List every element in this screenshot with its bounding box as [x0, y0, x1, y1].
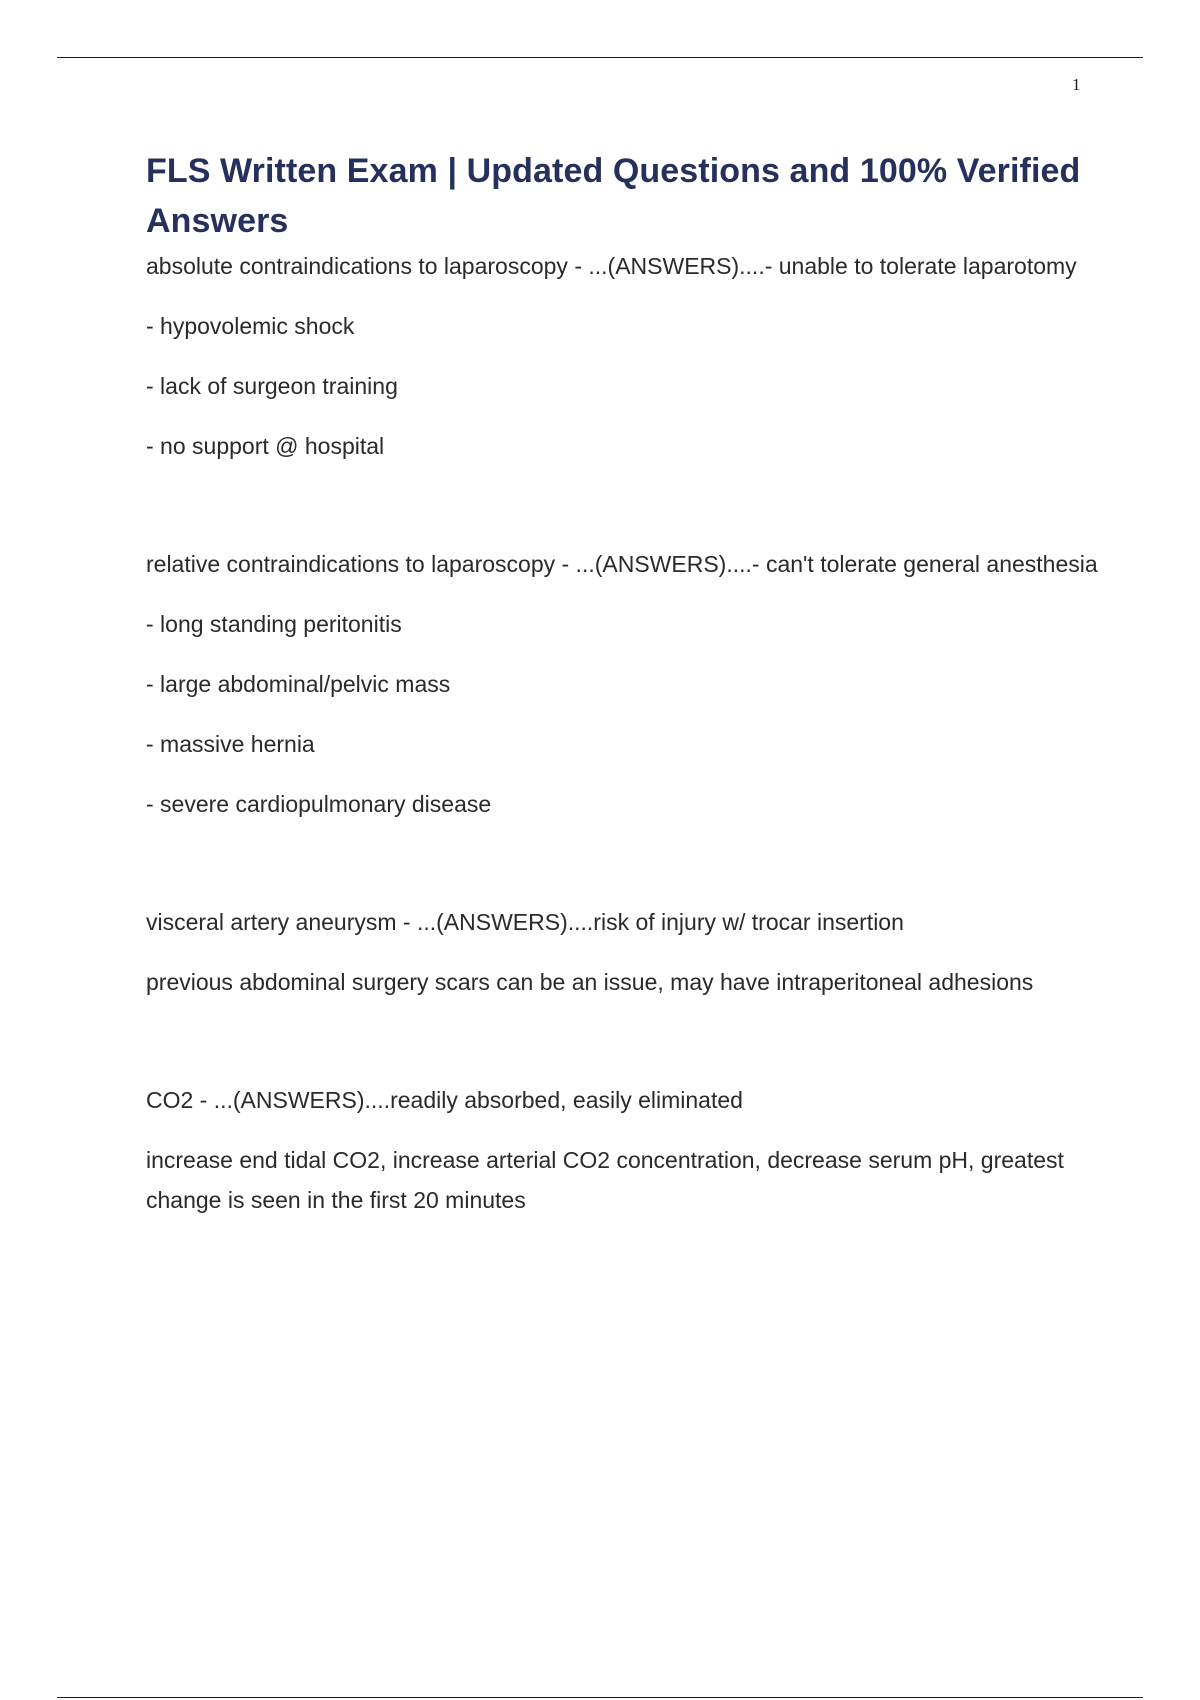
entry-question: CO2 - ...(ANSWERS)....readily absorbed, easily eliminated [146, 1087, 743, 1113]
entry-line: increase end tidal CO2, increase arterial CO2 concentration, decrease serum pH, greatest change is seen in the first 20 minutes [146, 1147, 1064, 1213]
entry-line: - lack of surgeon training [146, 373, 398, 399]
qa-entry-visceral-artery-aneurysm [146, 902, 1106, 1002]
document-title: FLS Written Exam | Updated Questions and 100% Verified Answers [146, 152, 1081, 240]
qa-entry-co2 [146, 1080, 1106, 1220]
entry-question: relative contraindications to laparoscopy - ...(ANSWERS)....- can't tolerate general anesthesia [146, 551, 1098, 577]
entry-line: - severe cardiopulmonary disease [146, 791, 492, 817]
entry-question: absolute contraindications to laparoscopy - ...(ANSWERS)....- unable to tolerate laparotomy [146, 253, 1077, 279]
entry-question: visceral artery aneurysm - ...(ANSWERS)....risk of injury w/ trocar insertion [146, 909, 904, 935]
entry-line: - hypovolemic shock [146, 313, 355, 339]
entry-line: previous abdominal surgery scars can be an issue, may have intraperitoneal adhesions [146, 969, 1034, 995]
entry-line: - no support @ hospital [146, 433, 385, 459]
entry-line: - large abdominal/pelvic mass [146, 671, 451, 697]
page-number: 1 [1072, 75, 1081, 94]
qa-entry-relative-contraindications [146, 544, 1106, 824]
qa-entry-absolute-contraindications [146, 246, 1106, 466]
header-rule [57, 57, 1143, 58]
page-content [146, 146, 1106, 1220]
entry-line: - massive hernia [146, 731, 315, 757]
entry-line: - long standing peritonitis [146, 611, 402, 637]
footer-rule [57, 1697, 1143, 1698]
